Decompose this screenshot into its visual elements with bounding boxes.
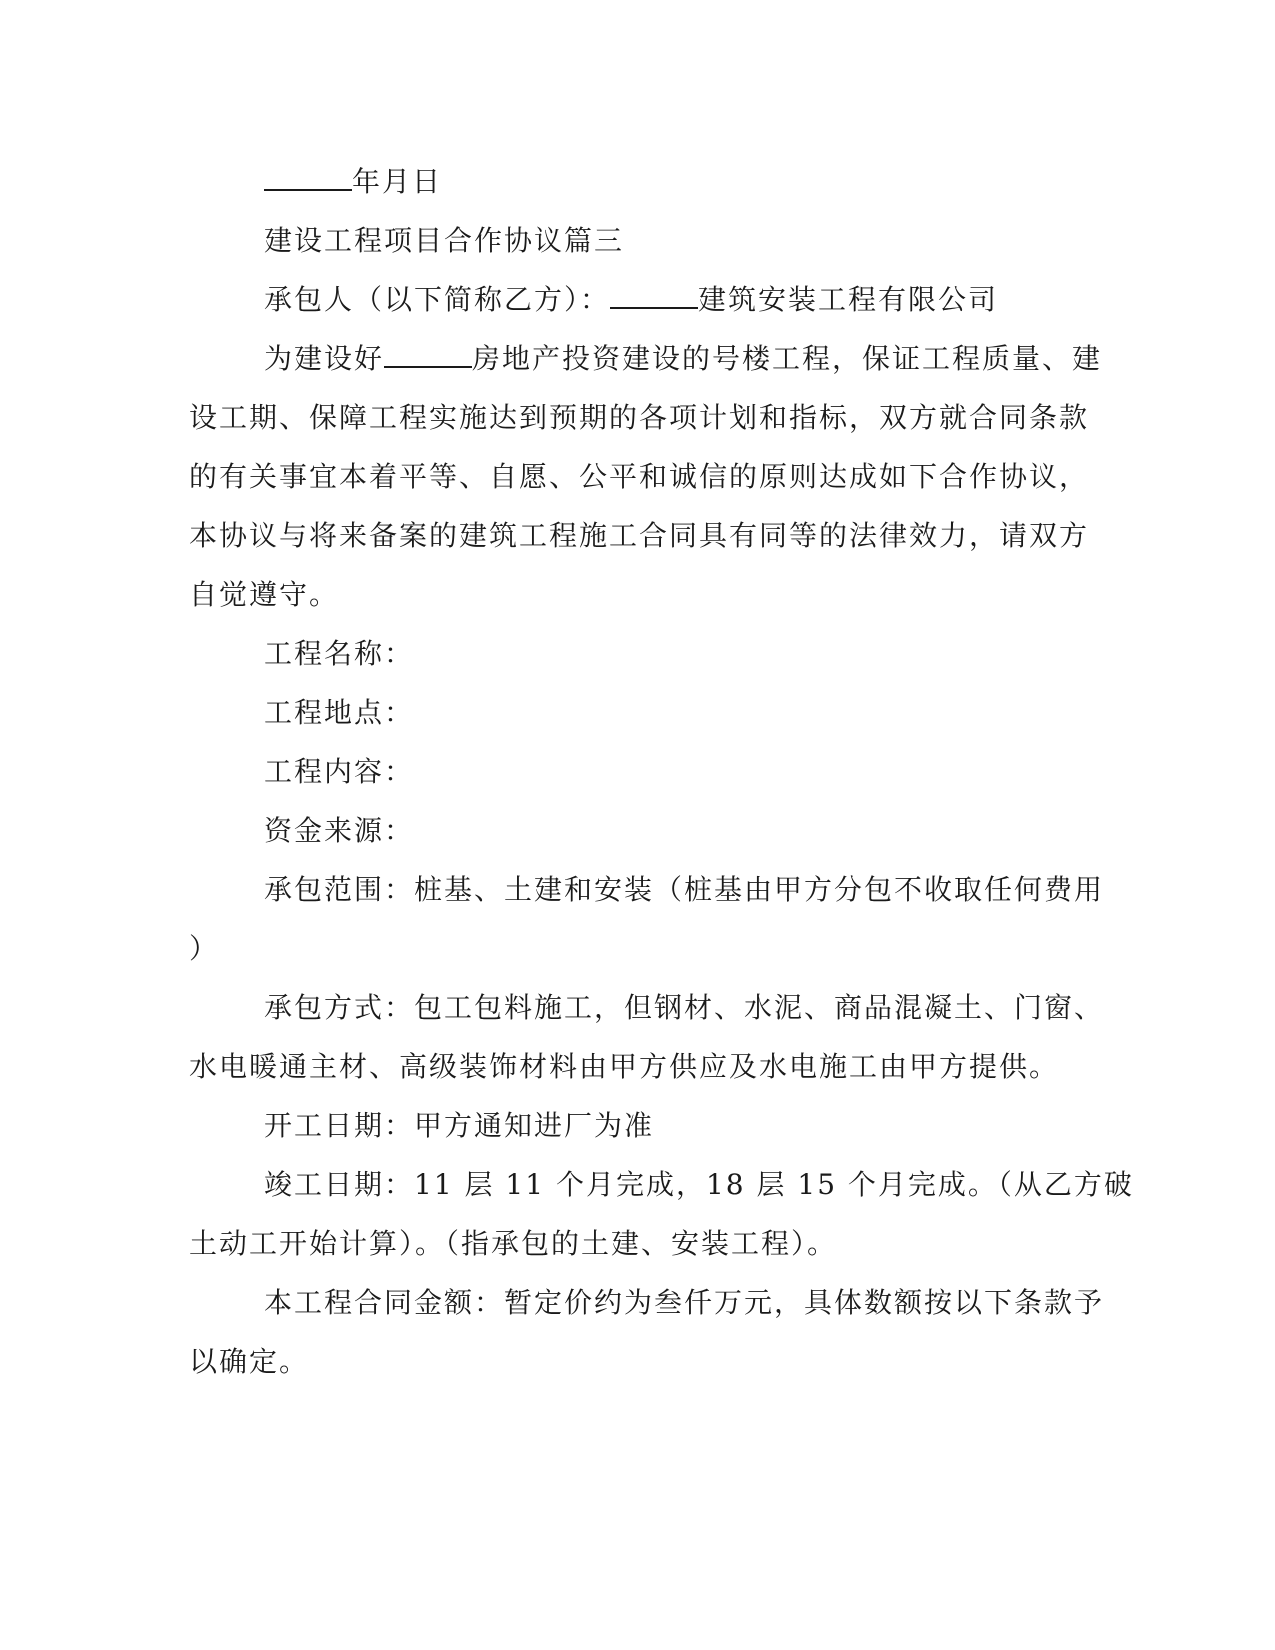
- amount-line-1: 本工程合同金额：暂定价约为叁仟万元，具体数额按以下条款予: [264, 1286, 1105, 1319]
- start-date-line: 开工日期：甲方通知进厂为准: [264, 1109, 655, 1142]
- date-blank: [264, 165, 352, 191]
- date-line: [264, 165, 442, 199]
- contractor-prefix: 承包人（以下简称乙方）：: [264, 283, 611, 316]
- amount-line-2: 以确定。: [189, 1345, 310, 1378]
- purpose-suffix: 房地产投资建设的号楼工程，保证工程质量、建: [472, 342, 1103, 375]
- project-content-field: 工程内容：: [264, 755, 415, 788]
- purpose-line-1: [264, 342, 1102, 376]
- method-line-2: 水电暖通主材、高级装饰材料由甲方供应及水电施工由甲方提供。: [189, 1050, 1060, 1083]
- purpose-line-4: 本协议与将来备案的建筑工程施工合同具有同等的法律效力，请双方: [189, 519, 1090, 552]
- date-label: 年月日: [352, 165, 443, 198]
- contractor-blank: [610, 283, 698, 309]
- project-location-field: 工程地点：: [264, 696, 415, 729]
- purpose-line-2: 设工期、保障工程实施达到预期的各项计划和指标，双方就合同条款: [189, 401, 1090, 434]
- purpose-prefix: 为建设好: [264, 342, 385, 375]
- scope-line-1: 承包范围：桩基、土建和安装（桩基由甲方分包不收取任何费用: [264, 873, 1105, 906]
- contractor-line: [264, 283, 998, 317]
- purpose-line-3: 的有关事宜本着平等、自愿、公平和诚信的原则达成如下合作协议，: [189, 460, 1090, 493]
- developer-blank: [384, 342, 472, 368]
- project-name-field: 工程名称：: [264, 637, 415, 670]
- purpose-line-5: 自觉遵守。: [189, 578, 340, 611]
- completion-line-2: 土动工开始计算）。（指承包的土建、安装工程）。: [189, 1227, 838, 1260]
- section-heading: 建设工程项目合作协议篇三: [264, 224, 625, 257]
- method-line-1: 承包方式：包工包料施工，但钢材、水泥、商品混凝土、门窗、: [264, 991, 1105, 1024]
- fund-source-field: 资金来源：: [264, 814, 415, 847]
- scope-line-2: ）: [189, 932, 220, 965]
- completion-line-1: 竣工日期：11 层 11 个月完成，18 层 15 个月完成。（从乙方破: [264, 1168, 1134, 1201]
- contractor-suffix: 建筑安装工程有限公司: [698, 283, 999, 316]
